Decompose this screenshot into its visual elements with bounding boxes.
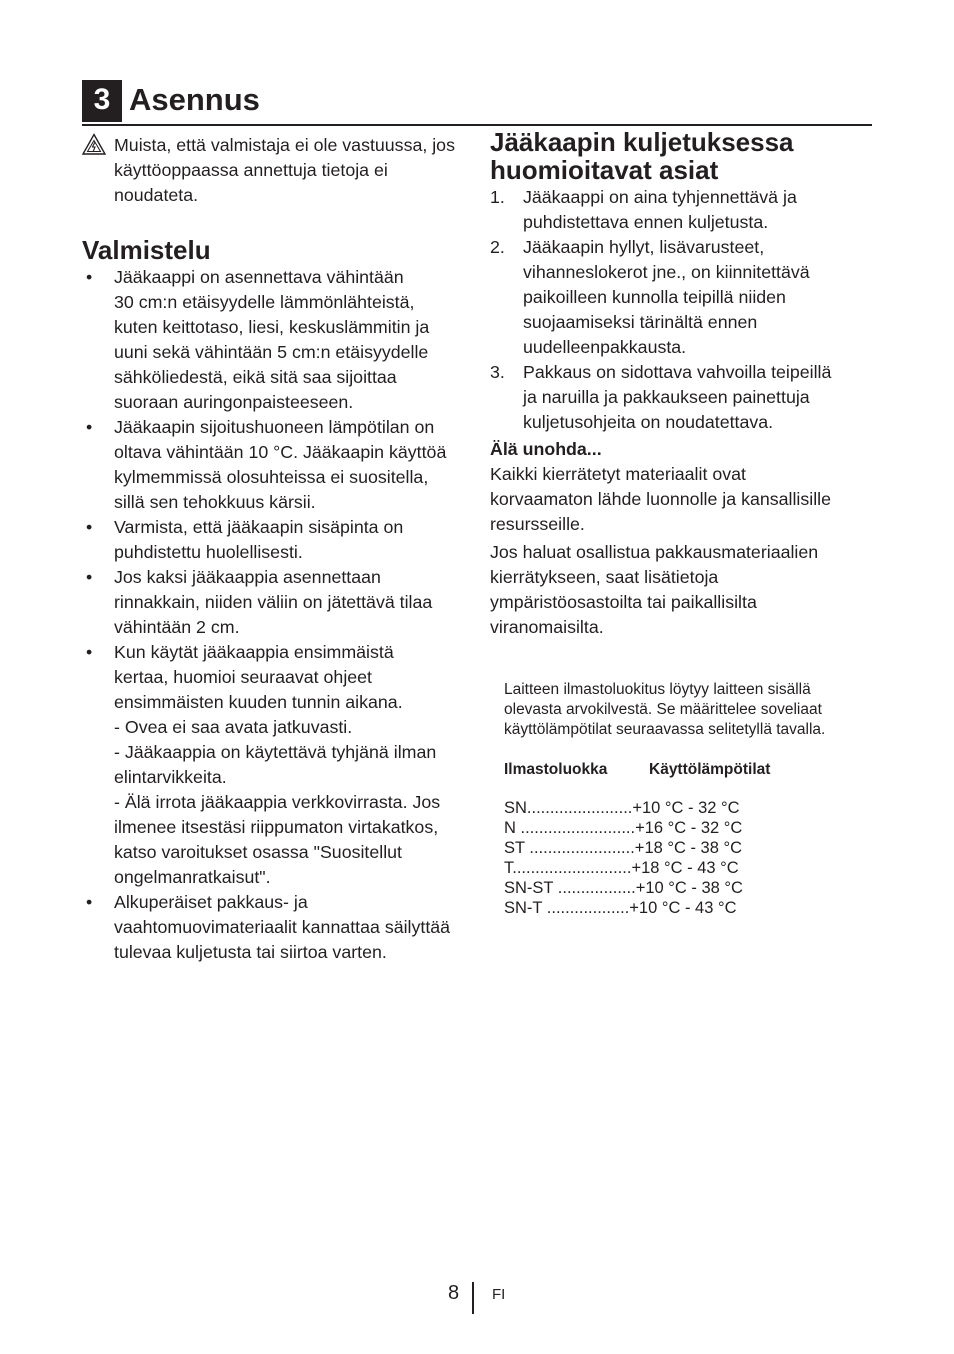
climate-table-header xyxy=(504,760,771,780)
list-item-line: - Jääkaappia on käytettävä tyhjänä ilman xyxy=(114,742,437,762)
text-line: SN-T ..................+10 °C - 43 °C xyxy=(504,899,737,917)
list-item-line: Varmista, että jääkaapin sisäpinta on xyxy=(114,517,404,537)
list-item-line: tulevaa kuljetusta tai siirtoa varten. xyxy=(114,942,387,962)
bullet-icon: • xyxy=(86,517,93,537)
dont-forget-heading: Älä unohda... xyxy=(490,439,602,459)
list-item-line: 30 cm:n etäisyydelle lämmönlähteistä, xyxy=(114,292,415,312)
list-number: 3. xyxy=(490,362,505,382)
list-item-line: vaahtomuovimateriaalit kannattaa säilyttää xyxy=(114,917,451,937)
list-item xyxy=(490,235,875,360)
section-heading-transport xyxy=(490,128,875,184)
recycling-info-paragraph xyxy=(490,540,875,640)
list-item-line: - Älä irrota jääkaappia verkkovirrasta. Jos xyxy=(114,792,441,812)
text-line: T..........................+18 °C - 43 °C xyxy=(504,859,739,877)
chapter-header xyxy=(82,80,872,126)
climate-class-column: Ilmastoluokka xyxy=(504,761,608,778)
list-item xyxy=(82,415,467,515)
text-line: Laitteen ilmastoluokitus löytyy laitteen sisällä xyxy=(504,681,811,698)
list-item xyxy=(82,515,467,565)
heading-line: huomioitavat asiat xyxy=(490,155,719,185)
heading-line: Jääkaapin kuljetuksessa xyxy=(490,127,794,157)
climate-class-intro xyxy=(504,680,874,740)
list-item-line: suoraan auringonpaisteeseen. xyxy=(114,392,354,412)
list-item-line: Jääkaappi on asennettava vähintään xyxy=(114,267,404,287)
text-line: viranomaisilta. xyxy=(490,617,604,637)
bullet-icon: • xyxy=(86,267,93,287)
list-item-line: suojaamiseksi tärinältä ennen xyxy=(523,312,758,332)
list-item-line: sillä sen tehokkuus kärsii. xyxy=(114,492,316,512)
text-line: käyttölämpötilat seuraavassa selitetyllä tavalla. xyxy=(504,721,826,738)
prep-list xyxy=(82,265,467,965)
list-item xyxy=(82,565,467,640)
list-item-line: vihanneslokerot jne., on kiinnitettävä xyxy=(523,262,810,282)
bullet-icon: • xyxy=(86,417,93,437)
list-item xyxy=(490,185,875,235)
warning-note xyxy=(82,133,467,208)
text-line: SN-ST .................+10 °C - 38 °C xyxy=(504,879,743,897)
list-item-line: puhdistettu huolellisesti. xyxy=(114,542,303,562)
left-column xyxy=(82,133,467,965)
list-item xyxy=(490,360,875,435)
list-item-line: ensimmäisten kuuden tunnin aikana. xyxy=(114,692,403,712)
list-item-line: Alkuperäiset pakkaus- ja xyxy=(114,892,308,912)
list-item-line: ongelmanratkaisut". xyxy=(114,867,271,887)
text-line: korvaamaton lähde luonnolle ja kansallisille xyxy=(490,489,832,509)
list-item-line: Jääkaapin hyllyt, lisävarusteet, xyxy=(523,237,765,257)
transport-list xyxy=(490,185,875,435)
text-line: Kaikki kierrätetyt materiaalit ovat xyxy=(490,464,746,484)
bullet-icon: • xyxy=(86,567,93,587)
list-number: 1. xyxy=(490,187,505,207)
list-item-line: elintarvikkeita. xyxy=(114,767,227,787)
list-item-line: Pakkaus on sidottava vahvoilla teipeillä xyxy=(523,362,832,382)
list-item-line: kuten keittotaso, liesi, keskuslämmitin ja xyxy=(114,317,430,337)
list-item-line: Kun käytät jääkaappia ensimmäistä xyxy=(114,642,394,662)
list-item-line: kuljetusohjeita on noudatettava. xyxy=(523,412,774,432)
list-item xyxy=(82,640,467,890)
list-item-line: vähintään 2 cm. xyxy=(114,617,240,637)
list-item-line: ilmenee itsestäsi riippumaton virtakatkos, xyxy=(114,817,439,837)
text-line: resursseille. xyxy=(490,514,585,534)
text-line: kierrätykseen, saat lisätietoja xyxy=(490,567,719,587)
list-item-line: paikoilleen kunnolla teipillä niiden xyxy=(523,287,786,307)
warning-triangle-icon xyxy=(82,133,106,155)
text-line: ST .......................+18 °C - 38 °C xyxy=(504,839,743,857)
list-item-line: - Ovea ei saa avata jatkuvasti. xyxy=(114,717,353,737)
warning-text: Muista, että valmistaja ei ole vastuussa, jos käyttöoppaassa annettuja tietoja ei noudateta. xyxy=(114,135,455,205)
recycling-paragraph xyxy=(490,462,875,537)
text-line: olevasta arvokilvestä. Se määrittelee soveliaat xyxy=(504,701,822,718)
list-item-line: katso varoitukset osassa "Suositellut xyxy=(114,842,402,862)
list-item xyxy=(82,890,467,965)
text-line: ympäristöosastoilta tai paikallisilta xyxy=(490,592,757,612)
text-line: N .........................+16 °C - 32 °C xyxy=(504,819,743,837)
text-line: SN.......................+10 °C - 32 °C xyxy=(504,799,740,817)
list-item-line: uuni sekä vähintään 5 cm:n etäisyydelle xyxy=(114,342,429,362)
footer-divider xyxy=(472,1282,474,1314)
page-number: 8 xyxy=(448,1282,460,1304)
temperature-column: Käyttölämpötilat xyxy=(649,761,771,778)
list-item-line: rinnakkain, niiden väliin on jätettävä tilaa xyxy=(114,592,433,612)
list-item-line: ja naruilla ja pakkaukseen painettuja xyxy=(523,387,810,407)
chapter-number: 3 xyxy=(82,80,122,122)
list-item-line: Jääkaapin sijoitushuoneen lämpötilan on xyxy=(114,417,435,437)
list-item xyxy=(82,265,467,415)
list-item-line: kylmemmissä olosuhteissa ei suositella, xyxy=(114,467,429,487)
list-number: 2. xyxy=(490,237,505,257)
section-heading-prep: Valmistelu xyxy=(82,235,211,265)
list-item-line: puhdistettava ennen kuljetusta. xyxy=(523,212,769,232)
bullet-icon: • xyxy=(86,642,93,662)
list-item-line: Jääkaappi on aina tyhjennettävä ja xyxy=(523,187,797,207)
list-item-line: uudelleenpakkausta. xyxy=(523,337,687,357)
right-column xyxy=(490,128,875,640)
list-item-line: Jos kaksi jääkaappia asennettaan xyxy=(114,567,381,587)
text-line: Jos haluat osallistua pakkausmateriaalien xyxy=(490,542,819,562)
language-code: FI xyxy=(492,1286,506,1303)
chapter-title: Asennus xyxy=(129,82,260,117)
list-item-line: sähköliedestä, eikä sitä saa sijoittaa xyxy=(114,367,397,387)
list-item-line: kertaa, huomioi seuraavat ohjeet xyxy=(114,667,372,687)
bullet-icon: • xyxy=(86,892,93,912)
climate-table xyxy=(504,798,743,918)
list-item-line: oltava vähintään 10 °C. Jääkaapin käyttöä xyxy=(114,442,447,462)
